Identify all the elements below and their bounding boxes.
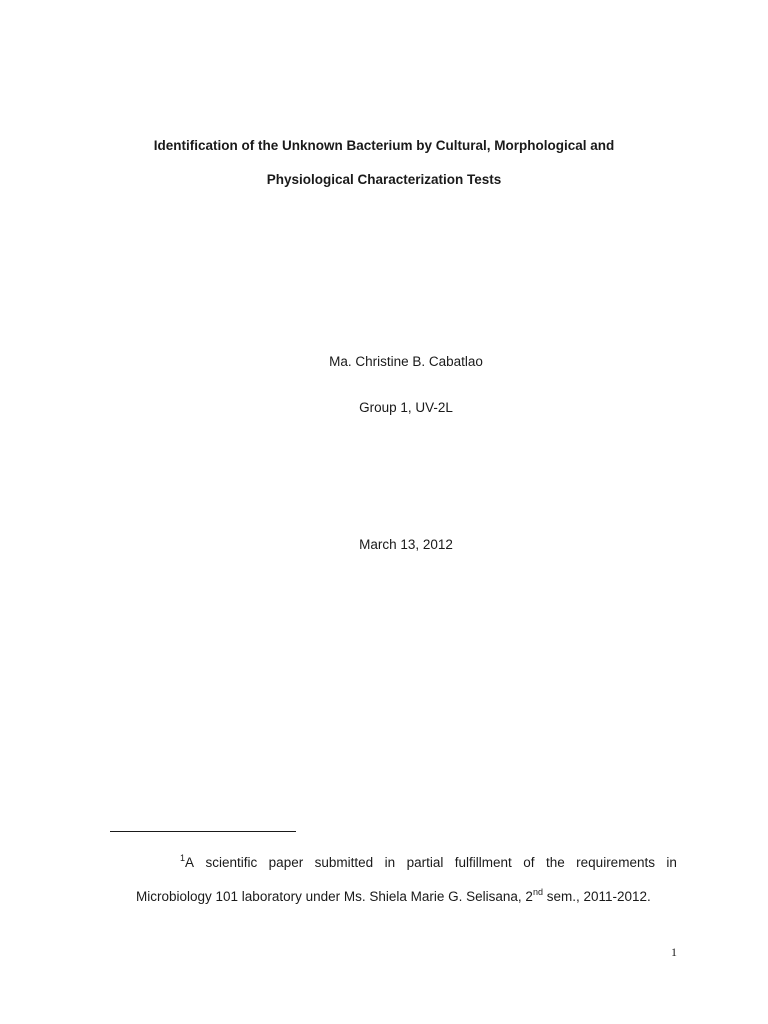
group-label: Group 1, UV-2L [359, 400, 453, 415]
footnote-word: paper [268, 855, 304, 870]
footnote-word: submitted [314, 855, 374, 870]
footnote-word: in [666, 855, 677, 870]
title-line-1: Identification of the Unknown Bacterium by Cultural, Morphological and [153, 138, 615, 153]
footnote-word: scientific [205, 855, 258, 870]
footnote-word: in [384, 855, 396, 870]
ordinal-suffix: nd [532, 886, 543, 897]
footnote-word: the [545, 855, 565, 870]
page-number: 1 [671, 945, 677, 959]
footnote-word: requirements [576, 855, 655, 870]
title-line-2: Physiological Characterization Tests [266, 172, 502, 187]
footnote-word: $^1$A [180, 852, 195, 870]
footnote-word: of [523, 855, 535, 870]
footnote-line-2: Microbiology 101 laboratory under Ms. Shiela Marie G. Selisana, 2nd sem., 2011-2012. [136, 886, 651, 904]
footnote-line-1 [180, 852, 677, 870]
footnote-word: fulfillment [454, 855, 512, 870]
author-name: Ma. Christine B. Cabatlao [329, 354, 483, 369]
footnote-word: partial [406, 855, 444, 870]
document-date: March 13, 2012 [359, 537, 453, 552]
footnote-separator [110, 831, 296, 832]
footnote-marker: 1 [180, 852, 186, 863]
